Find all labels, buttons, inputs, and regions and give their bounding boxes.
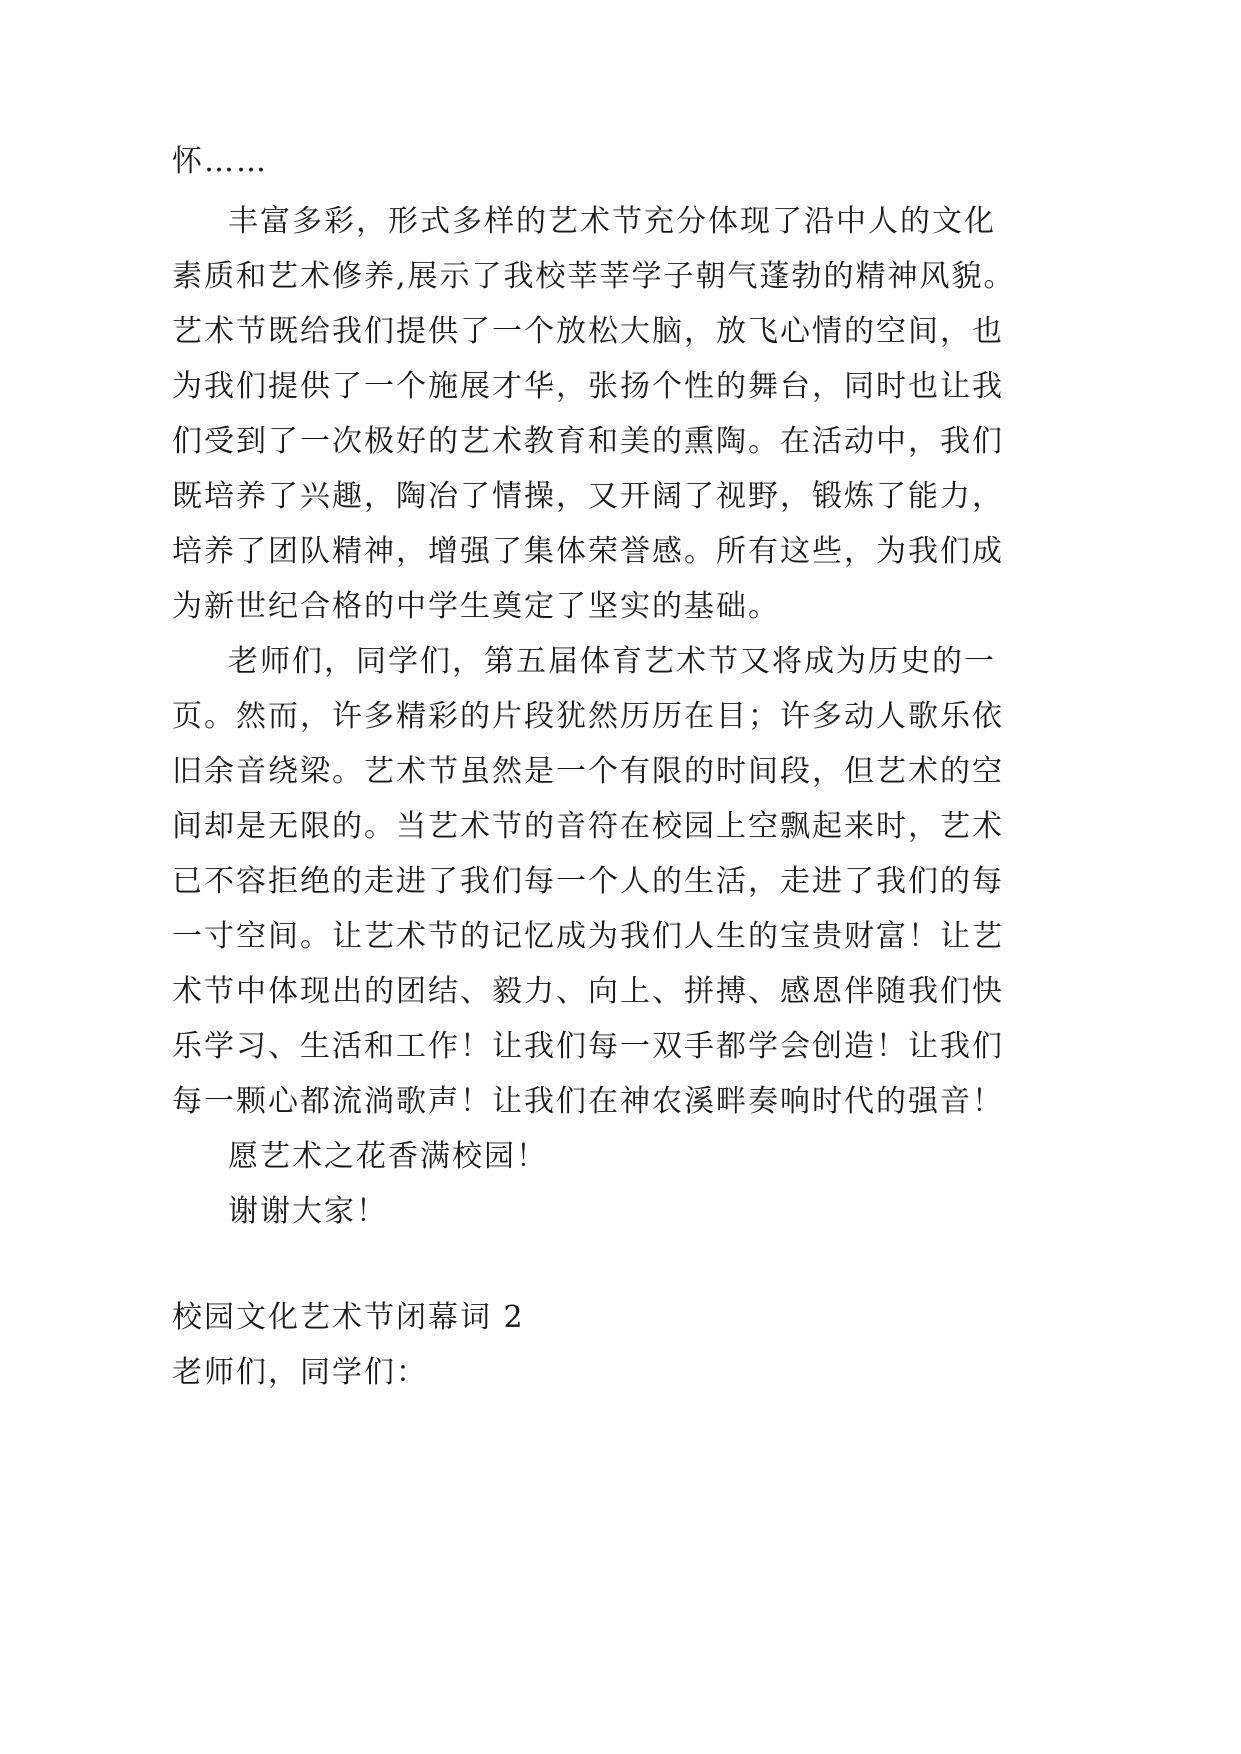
paragraph-line: 页。然而，许多精彩的片段犹然历历在目；许多动人歌乐依 bbox=[172, 699, 1004, 734]
paragraph-line: 老师们，同学们，第五届体育艺术节又将成为历史的一 bbox=[228, 644, 996, 679]
paragraph-line: 一寸空间。让艺术节的记忆成为我们人生的宝贵财富！让艺 bbox=[172, 919, 1004, 954]
paragraph-line: 已不容拒绝的走进了我们每一个人的生活，走进了我们的每 bbox=[172, 864, 1004, 899]
paragraph-line: 艺术节既给我们提供了一个放松大脑，放飞心情的空间，也 bbox=[172, 314, 1004, 349]
paragraph-line: 既培养了兴趣，陶冶了情操，又开阔了视野，锻炼了能力， bbox=[172, 479, 1004, 514]
closing-wish: 愿艺术之花香满校园！ bbox=[228, 1139, 548, 1174]
salutation: 老师们，同学们： bbox=[172, 1355, 428, 1390]
paragraph-line: 乐学习、生活和工作！让我们每一双手都学会创造！让我们 bbox=[172, 1029, 1004, 1064]
section-title: 校园文化艺术节闭幕词 2 bbox=[172, 1300, 525, 1335]
paragraph-line: 培养了团队精神，增强了集体荣誉感。所有这些，为我们成 bbox=[172, 534, 1004, 569]
paragraph-line: 为新世纪合格的中学生奠定了坚实的基础。 bbox=[172, 589, 780, 624]
paragraph-line: 旧余音绕梁。艺术节虽然是一个有限的时间段，但艺术的空 bbox=[172, 754, 1004, 789]
continuation-line: 怀…… bbox=[172, 144, 268, 179]
closing-thanks: 谢谢大家！ bbox=[228, 1194, 388, 1229]
paragraph-line: 为我们提供了一个施展才华，张扬个性的舞台，同时也让我 bbox=[172, 369, 1004, 404]
paragraph-line: 每一颗心都流淌歌声！让我们在神农溪畔奏响时代的强音！ bbox=[172, 1084, 1004, 1119]
paragraph-line: 间却是无限的。当艺术节的音符在校园上空飘起来时，艺术 bbox=[172, 809, 1004, 844]
paragraph-line: 术节中体现出的团结、毅力、向上、拼搏、感恩伴随我们快 bbox=[172, 974, 1004, 1009]
paragraph-line: 丰富多彩，形式多样的艺术节充分体现了沿中人的文化 bbox=[228, 204, 996, 239]
paragraph-line: 们受到了一次极好的艺术教育和美的熏陶。在活动中，我们 bbox=[172, 424, 1004, 459]
paragraph-line: 素质和艺术修养,展示了我校莘莘学子朝气蓬勃的精神风貌。 bbox=[172, 259, 1016, 294]
